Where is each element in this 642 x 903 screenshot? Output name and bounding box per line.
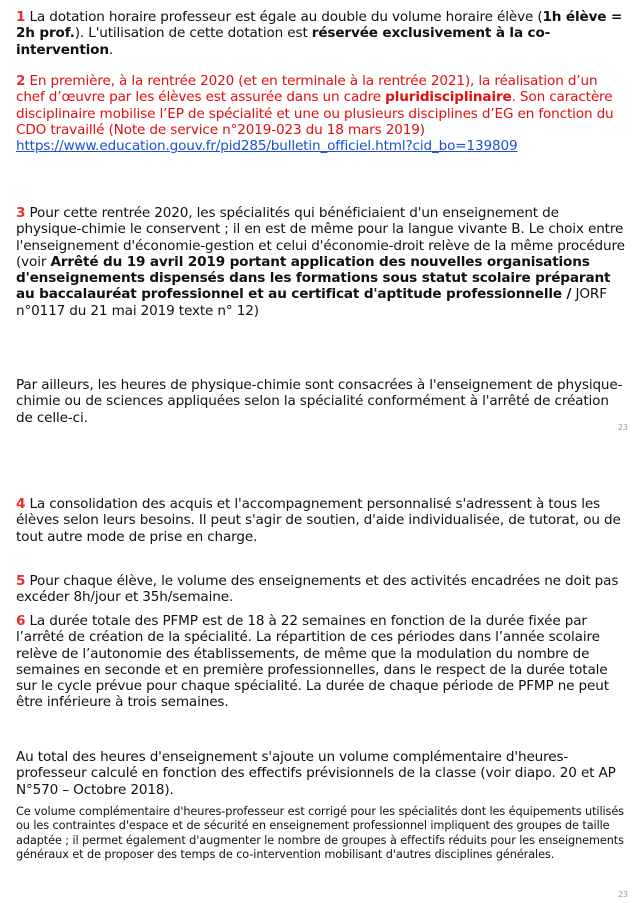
note-number: 3 — [16, 205, 26, 221]
page-number: 23 — [617, 423, 628, 432]
note-number: 4 — [16, 496, 26, 512]
paragraph-text: Au total des heures d'enseignement s'ajoute un volume complémentaire d'heures-professeur calculé en fonction des effectifs prévisionnels de la classe (voir diapo. 20 et AP N°570 – Octobre 2018). — [16, 749, 616, 798]
note-number: 6 — [16, 613, 26, 629]
slide-bottom — [0, 460, 642, 903]
note-text: ). L'utilisation de cette dotation est — [74, 25, 312, 42]
note-bold: 1h élève = 2h prof. — [16, 9, 623, 42]
bulletin-officiel-link[interactable]: https://www.education.gouv.fr/pid285/bulletin_officiel.html?cid_bo=139809 — [16, 138, 518, 155]
note-text: . Son caractère disciplinaire mobilise l’EP de spécialité et une ou plusieurs disciplines d’EG en fonction du CDO travaillé (Note de service n°2019-023 du 18 mars 2019) — [16, 89, 614, 138]
note-number: 5 — [16, 573, 26, 589]
note-bold: Arrêté du 19 avril 2019 portant application des nouvelles organisations d'enseignements dispensés dans les formations sous statut scolaire préparant au baccalauréat professionnel et au certificat d'aptitude professionnelle / — [16, 253, 611, 303]
note-number: 1 — [16, 9, 26, 25]
paragraph-text: Par ailleurs, les heures de physique-chimie sont consacrées à l'enseignement de physique-chimie ou de sciences appliquées selon la spécialité conformément à l'arrêté de création de celle-ci. — [16, 377, 623, 426]
paragraph-volume-complementaire — [16, 749, 628, 798]
note-text: La durée totale des PFMP est de 18 à 22 semaines en fonction de la durée fixée par l’arrêté de création de la spécialité. La répartition de ces périodes dans l’année scolaire relève de l’autonomie des établissements, de même que la modulation du nombre de semaines en seconde et en première professionnelles, dans le respect de la durée totale sur le cycle prévue pour chaque spécialité. La durée de chaque période de PFMP ne peut être inférieure à trois semaines. — [16, 613, 609, 711]
page-number: 23 — [617, 890, 628, 899]
note-5 — [16, 573, 628, 606]
note-2 — [16, 73, 628, 154]
note-number: 2 — [16, 73, 26, 89]
paragraph-physique-chimie — [16, 377, 628, 426]
note-6 — [16, 613, 628, 711]
note-1 — [16, 9, 628, 58]
note-text: En première, à la rentrée 2020 (et en terminale à la rentrée 2021), la réalisation d’un chef d’œuvre par les élèves est assurée dans un cadre — [16, 73, 598, 106]
paragraph-text: Ce volume complémentaire d'heures-professeur est corrigé pour les spécialités dont les équipements utilisés ou les contraintes d'espace et de sécurité en enseignement professionnel impliquent des groupes de taille adaptée ; il permet également d'augmenter le nombre de groupes à effectifs réduits pour les enseignements généraux et de proposer des temps de co-intervention mobilisant d'autres disciplines générales. — [16, 805, 624, 862]
note-text: JORF n°0117 du 21 mai 2019 texte n° 12) — [16, 286, 607, 319]
note-text: . — [108, 41, 114, 58]
note-text: La consolidation des acquis et l'accompagnement personnalisé s'adressent à tous les élèves selon leurs besoins. Il peut s'agir de soutien, d'aide individualisée, de tutorat, ou de tout autre mode de prise en charge. — [16, 496, 621, 545]
note-bold: pluridisciplinaire — [385, 89, 512, 106]
note-text: La dotation horaire professeur est égale au double du volume horaire élève ( — [25, 9, 543, 25]
note-4 — [16, 496, 628, 545]
paragraph-correction — [16, 805, 628, 863]
note-3 — [16, 205, 628, 319]
note-text: Pour chaque élève, le volume des enseignements et des activités encadrées ne doit pas excéder 8h/jour et 35h/semaine. — [16, 573, 619, 606]
note-text: Pour cette rentrée 2020, les spécialités qui bénéficiaient d'un enseignement de physique-chimie le conservent ; il en est de même pour la langue vivante B. Le choix entre l'enseignement d'économie-gestion et celui d'économie-droit relève de la même procédure (voir — [16, 205, 625, 270]
note-bold: réservée exclusivement à la co-intervention — [16, 25, 551, 58]
